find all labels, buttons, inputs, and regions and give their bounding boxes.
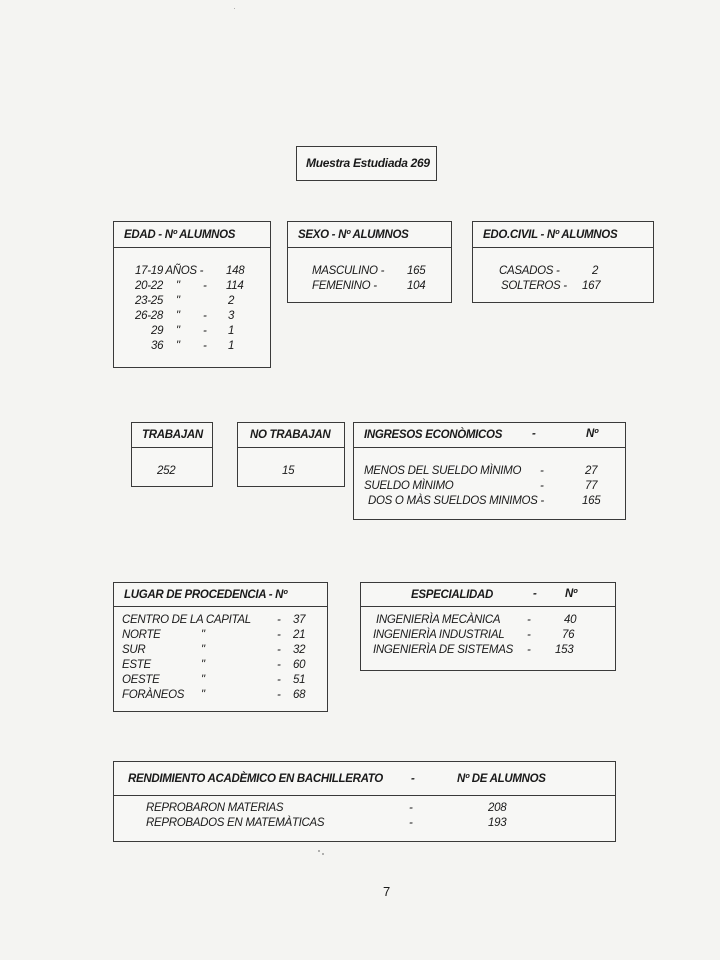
rendimiento-dash: - (409, 817, 413, 829)
edad-box (113, 221, 271, 368)
edo-civil-header (473, 222, 653, 248)
rendimiento-value: 208 (488, 802, 507, 814)
rendimiento-header-dash: - (411, 773, 415, 785)
edo-civil-header-label: EDO.CIVIL - Nº ALUMNOS (483, 228, 618, 241)
sample-title-box (296, 146, 437, 181)
scan-speck (234, 8, 235, 9)
edad-ditto: " (176, 295, 180, 307)
procedencia-value: 32 (293, 644, 306, 656)
procedencia-value: 37 (293, 614, 306, 626)
ingresos-header-dash: - (532, 428, 536, 440)
ingresos-label: MENOS DEL SUELDO MÌNIMO (364, 465, 522, 477)
ingresos-dash: - (540, 480, 544, 492)
especialidad-dash: - (527, 629, 531, 641)
edo-civil-box (472, 221, 654, 303)
rendimiento-box (113, 761, 616, 842)
especialidad-box (360, 582, 616, 671)
procedencia-label: NORTE (122, 629, 161, 641)
ingresos-label: SUELDO MÌNIMO (364, 480, 454, 492)
scan-speck (318, 850, 320, 852)
edad-range: 29 (151, 325, 164, 337)
scan-speck (322, 853, 324, 855)
ingresos-value: 165 (582, 495, 601, 507)
ingresos-value: 77 (585, 480, 598, 492)
procedencia-box (113, 582, 328, 712)
no-trabajan-value: 15 (282, 465, 295, 477)
procedencia-value: 21 (293, 629, 306, 641)
ingresos-value: 27 (585, 465, 598, 477)
edad-dash: - (203, 280, 207, 292)
edad-value: 1 (228, 325, 235, 337)
sexo-value: 165 (407, 265, 426, 277)
sexo-label: MASCULINO - (312, 265, 385, 277)
edad-range: 26-28 (135, 310, 163, 322)
trabajan-header-label: TRABAJAN (142, 429, 203, 441)
procedencia-dash: - (277, 614, 281, 626)
especialidad-header-label: ESPECIALIDAD (411, 588, 494, 601)
no-trabajan-header (238, 423, 344, 448)
edad-range: 20-22 (135, 280, 163, 292)
procedencia-header (114, 583, 327, 607)
edad-dash: - (203, 340, 207, 352)
procedencia-label: ESTE (122, 659, 151, 671)
especialidad-dash: - (527, 614, 531, 626)
procedencia-label: OESTE (122, 674, 160, 686)
procedencia-dash: - (277, 629, 281, 641)
procedencia-ditto: " (201, 689, 205, 701)
procedencia-dash: - (277, 644, 281, 656)
ingresos-box (353, 422, 626, 520)
edad-dash: - (203, 310, 207, 322)
edad-range: 17-19 AÑOS - (135, 265, 204, 277)
procedencia-value: 51 (293, 674, 306, 686)
especialidad-value: 76 (562, 629, 575, 641)
edad-ditto: " (176, 280, 180, 292)
edad-range: 36 (151, 340, 164, 352)
no-trabajan-header-label: NO TRABAJAN (250, 429, 331, 441)
edo-civil-label: CASADOS - (499, 265, 560, 277)
ingresos-header-col: Nº (586, 428, 598, 440)
procedencia-dash: - (277, 659, 281, 671)
edo-civil-value: 167 (582, 280, 601, 292)
procedencia-header-label: LUGAR DE PROCEDENCIA - Nº (124, 588, 288, 601)
procedencia-label: FORÀNEOS (122, 689, 185, 701)
procedencia-ditto: " (201, 644, 205, 656)
rendimiento-label: REPROBARON MATERIAS (146, 802, 284, 814)
sexo-header (288, 222, 451, 248)
edad-value: 148 (226, 265, 245, 277)
no-trabajan-box (237, 422, 345, 487)
trabajan-box (131, 422, 213, 487)
rendimiento-header-label: RENDIMIENTO ACADÈMICO EN BACHILLERATO (128, 772, 383, 785)
procedencia-value: 68 (293, 689, 306, 701)
sexo-box (287, 221, 452, 303)
especialidad-header-col: Nº (565, 588, 577, 600)
page-number: 7 (383, 884, 391, 899)
edad-value: 1 (228, 340, 235, 352)
ingresos-dash: - (540, 465, 544, 477)
rendimiento-header-col: Nº DE ALUMNOS (457, 773, 546, 785)
procedencia-dash: - (277, 689, 281, 701)
edad-value: 2 (228, 295, 235, 307)
especialidad-label: INGENIERÌA DE SISTEMAS (373, 644, 513, 656)
trabajan-header (132, 423, 212, 448)
sexo-value: 104 (407, 280, 426, 292)
procedencia-dash: - (277, 674, 281, 686)
edad-header-label: EDAD - Nº ALUMNOS (124, 228, 236, 241)
edad-value: 114 (226, 280, 244, 292)
especialidad-value: 153 (555, 644, 574, 656)
edad-dash: - (203, 325, 207, 337)
sample-title: Muestra Estudiada 269 (306, 156, 430, 170)
rendimiento-value: 193 (488, 817, 507, 829)
edad-range: 23-25 (135, 295, 163, 307)
especialidad-dash: - (527, 644, 531, 656)
sexo-label: FEMENINO - (312, 280, 377, 292)
ingresos-header (354, 423, 625, 448)
rendimiento-dash: - (409, 802, 413, 814)
edad-ditto: " (176, 325, 180, 337)
procedencia-ditto: " (201, 659, 205, 671)
edo-civil-value: 2 (592, 265, 599, 277)
edad-ditto: " (176, 310, 180, 322)
edad-value: 3 (228, 310, 235, 322)
edad-header (114, 222, 270, 248)
trabajan-value: 252 (157, 465, 176, 477)
especialidad-header-dash: - (533, 588, 537, 600)
procedencia-ditto: " (201, 674, 205, 686)
edo-civil-label: SOLTEROS - (501, 280, 567, 292)
edad-ditto: " (176, 340, 180, 352)
rendimiento-label: REPROBADOS EN MATEMÀTICAS (146, 817, 325, 829)
ingresos-label: DOS O MÀS SUELDOS MINIMOS - (368, 495, 544, 507)
especialidad-value: 40 (564, 614, 577, 626)
especialidad-label: INGENIERÌA MECÀNICA (376, 614, 501, 626)
procedencia-value: 60 (293, 659, 306, 671)
procedencia-label: SUR (122, 644, 146, 656)
ingresos-header-label: INGRESOS ECONÒMICOS (364, 429, 503, 441)
procedencia-label: CENTRO DE LA CAPITAL (122, 614, 251, 626)
sexo-header-label: SEXO - Nº ALUMNOS (298, 228, 409, 241)
especialidad-label: INGENIERÌA INDUSTRIAL (373, 629, 505, 641)
procedencia-ditto: " (201, 629, 205, 641)
